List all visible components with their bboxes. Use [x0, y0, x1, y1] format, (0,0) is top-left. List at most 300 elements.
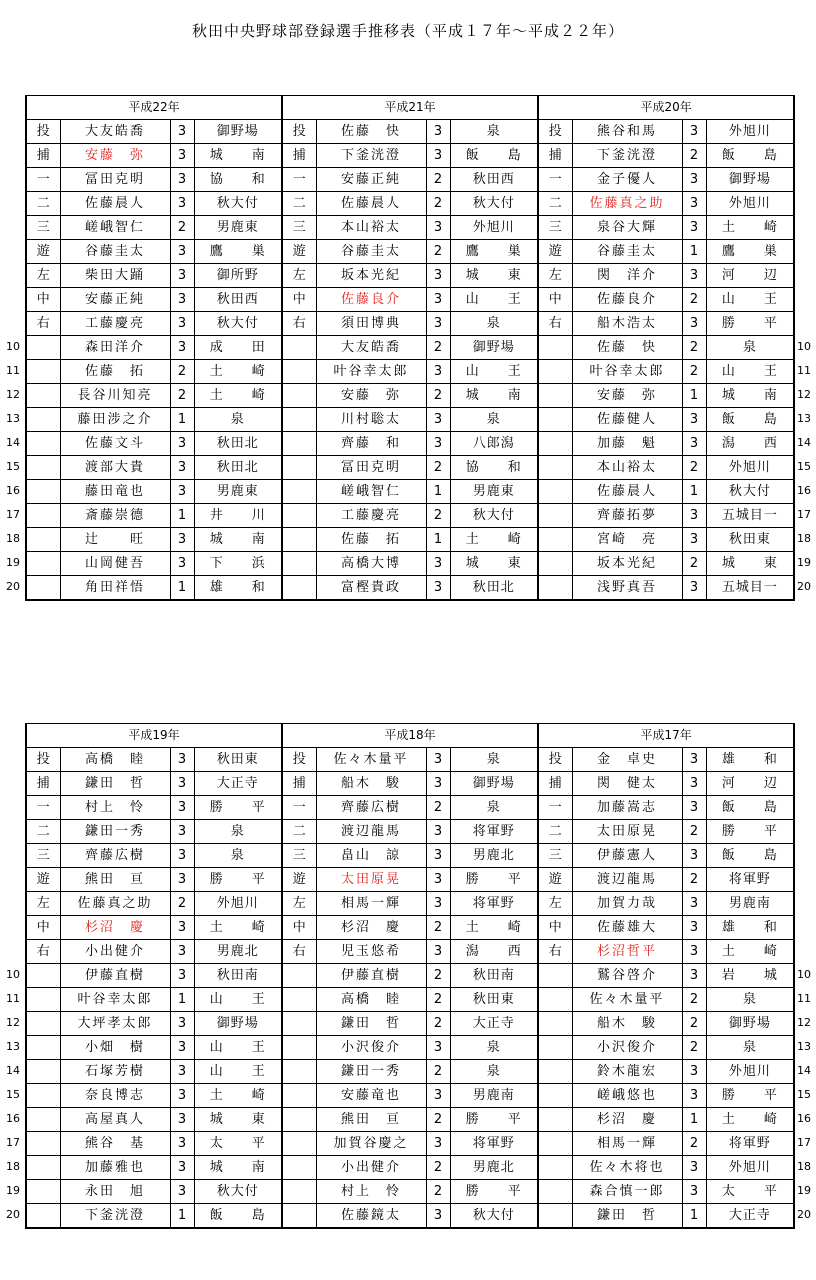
school-cell: 男鹿北 [450, 844, 538, 868]
player-name-cell: 大坪孝太郎 [60, 1012, 170, 1036]
row-number: 13 [6, 1040, 20, 1053]
school-cell: 潟 西 [706, 432, 794, 456]
player-name-cell: 小出健介 [60, 940, 170, 964]
grade-cell: 3 [426, 408, 450, 432]
school-cell: 鷹 巣 [450, 240, 538, 264]
position-cell [282, 336, 316, 360]
position-cell [282, 504, 316, 528]
grade-cell: 3 [682, 264, 706, 288]
player-name-cell: 鎌田一秀 [60, 820, 170, 844]
year-header: 平成17年 [538, 724, 794, 748]
school-cell: 城 南 [706, 384, 794, 408]
player-name-cell: 佐藤文斗 [60, 432, 170, 456]
school-cell: 外旭川 [706, 120, 794, 144]
player-name-cell: 浅野真吾 [572, 576, 682, 601]
player-name-cell: 加賀力哉 [572, 892, 682, 916]
school-cell: 勝 平 [706, 1084, 794, 1108]
position-cell: 二 [26, 192, 60, 216]
player-name-cell: 佐藤晨人 [572, 480, 682, 504]
position-cell: 右 [26, 312, 60, 336]
school-cell: 秋大付 [194, 312, 282, 336]
school-cell: 飯 島 [450, 144, 538, 168]
school-cell: 雄 和 [194, 576, 282, 601]
table-row [26, 312, 794, 336]
position-cell: 左 [26, 264, 60, 288]
player-name-cell: 船木 駿 [316, 772, 426, 796]
grade-cell: 2 [426, 192, 450, 216]
row-number: 17 [797, 1136, 811, 1149]
grade-cell: 3 [682, 528, 706, 552]
grade-cell: 3 [170, 288, 194, 312]
player-name-cell: 佐々木量平 [316, 748, 426, 772]
grade-cell: 1 [426, 528, 450, 552]
school-cell: 勝 平 [450, 1108, 538, 1132]
position-cell [26, 1156, 60, 1180]
grade-cell: 3 [426, 1132, 450, 1156]
position-cell [538, 1084, 572, 1108]
position-cell [26, 456, 60, 480]
position-cell [282, 1060, 316, 1084]
roster-table-2007-2005 [25, 723, 795, 1229]
row-number: 11 [6, 992, 20, 1005]
player-name-cell: 佐々木量平 [572, 988, 682, 1012]
grade-cell: 1 [682, 240, 706, 264]
position-cell: 捕 [26, 144, 60, 168]
position-cell [26, 360, 60, 384]
school-cell: 土 崎 [706, 1108, 794, 1132]
school-cell: 御野場 [194, 1012, 282, 1036]
grade-cell: 1 [170, 988, 194, 1012]
player-name-cell: 村上 怜 [316, 1180, 426, 1204]
row-number: 11 [6, 364, 20, 377]
player-name-cell: 佐藤真之助 [572, 192, 682, 216]
table-row [26, 1060, 794, 1084]
row-number: 15 [797, 460, 811, 473]
player-name-cell: 杉沼 慶 [316, 916, 426, 940]
school-cell: 外旭川 [706, 1156, 794, 1180]
row-number: 12 [797, 1016, 811, 1029]
player-name-cell: 本山裕太 [316, 216, 426, 240]
grade-cell: 3 [170, 312, 194, 336]
grade-cell: 3 [682, 1084, 706, 1108]
player-name-cell: 鷲谷啓介 [572, 964, 682, 988]
grade-cell: 3 [170, 772, 194, 796]
school-cell: 城 東 [450, 264, 538, 288]
player-name-cell: 渡部大貴 [60, 456, 170, 480]
school-cell: 秋田南 [450, 964, 538, 988]
row-number: 20 [6, 580, 20, 593]
school-cell: 秋田南 [194, 964, 282, 988]
grade-cell: 3 [170, 480, 194, 504]
school-cell: 秋田西 [194, 288, 282, 312]
grade-cell: 2 [682, 144, 706, 168]
grade-cell: 3 [426, 1084, 450, 1108]
position-cell [538, 1036, 572, 1060]
player-name-cell: 佐藤晨人 [316, 192, 426, 216]
table-row [26, 288, 794, 312]
player-name-cell: 小出健介 [316, 1156, 426, 1180]
school-cell: 城 東 [450, 552, 538, 576]
position-cell [538, 1060, 572, 1084]
row-number: 15 [6, 460, 20, 473]
player-name-cell: 安藤正純 [316, 168, 426, 192]
table-row [26, 384, 794, 408]
position-cell [538, 456, 572, 480]
player-name-cell: 杉沼哲平 [572, 940, 682, 964]
grade-cell: 3 [170, 748, 194, 772]
grade-cell: 1 [426, 480, 450, 504]
player-name-cell: 下釜洸澄 [60, 1204, 170, 1229]
grade-cell: 2 [682, 1036, 706, 1060]
player-name-cell: 安藤正純 [60, 288, 170, 312]
year-header: 平成22年 [26, 96, 282, 120]
row-number: 10 [6, 968, 20, 981]
row-number: 20 [797, 1208, 811, 1221]
table-row [26, 168, 794, 192]
grade-cell: 3 [426, 940, 450, 964]
position-cell [282, 576, 316, 601]
player-name-cell: 太田原晃 [316, 868, 426, 892]
table-row [26, 456, 794, 480]
row-number: 11 [797, 992, 811, 1005]
school-cell: 太 平 [194, 1132, 282, 1156]
position-cell: 投 [538, 748, 572, 772]
position-cell [282, 1180, 316, 1204]
player-name-cell: 富樫貴政 [316, 576, 426, 601]
school-cell: 秋大付 [194, 1180, 282, 1204]
position-cell [538, 384, 572, 408]
player-name-cell: 小沢俊介 [316, 1036, 426, 1060]
grade-cell: 3 [170, 336, 194, 360]
school-cell: 土 崎 [706, 216, 794, 240]
position-cell [26, 384, 60, 408]
school-cell: 山 王 [450, 360, 538, 384]
school-cell: 泉 [194, 844, 282, 868]
school-cell: 秋田東 [450, 988, 538, 1012]
player-name-cell: 鎌田 哲 [60, 772, 170, 796]
table-row [26, 1132, 794, 1156]
player-name-cell: 長谷川知亮 [60, 384, 170, 408]
grade-cell: 2 [426, 504, 450, 528]
row-number: 17 [6, 1136, 20, 1149]
school-cell: 男鹿東 [194, 216, 282, 240]
position-cell: 遊 [538, 868, 572, 892]
player-name-cell: 石塚芳樹 [60, 1060, 170, 1084]
position-cell: 左 [26, 892, 60, 916]
school-cell: 八郎潟 [450, 432, 538, 456]
grade-cell: 3 [426, 1204, 450, 1229]
school-cell: 成 田 [194, 336, 282, 360]
row-number: 15 [797, 1088, 811, 1101]
table-row [26, 820, 794, 844]
position-cell: 捕 [26, 772, 60, 796]
grade-cell: 3 [170, 1180, 194, 1204]
school-cell: 土 崎 [194, 360, 282, 384]
grade-cell: 3 [682, 892, 706, 916]
position-cell [26, 1108, 60, 1132]
position-cell [26, 1180, 60, 1204]
school-cell: 泉 [450, 796, 538, 820]
position-cell [538, 1204, 572, 1229]
player-name-cell: 角田祥悟 [60, 576, 170, 601]
position-cell: 遊 [282, 868, 316, 892]
table-row [26, 916, 794, 940]
grade-cell: 1 [682, 1204, 706, 1229]
player-name-cell: 小畑 樹 [60, 1036, 170, 1060]
school-cell: 鷹 巣 [194, 240, 282, 264]
grade-cell: 3 [426, 868, 450, 892]
row-number: 16 [797, 1112, 811, 1125]
grade-cell: 2 [170, 360, 194, 384]
school-cell: 将軍野 [706, 1132, 794, 1156]
grade-cell: 3 [426, 360, 450, 384]
player-name-cell: 佐藤晨人 [60, 192, 170, 216]
school-cell: 泉 [194, 408, 282, 432]
school-cell: 外旭川 [706, 192, 794, 216]
school-cell: 将軍野 [706, 868, 794, 892]
row-number: 14 [797, 1064, 811, 1077]
position-cell [538, 360, 572, 384]
position-cell [26, 528, 60, 552]
grade-cell: 3 [170, 1108, 194, 1132]
school-cell: 外旭川 [194, 892, 282, 916]
grade-cell: 3 [426, 144, 450, 168]
position-cell [282, 480, 316, 504]
school-cell: 飯 島 [706, 144, 794, 168]
player-name-cell: 下釜洸澄 [316, 144, 426, 168]
grade-cell: 2 [426, 1156, 450, 1180]
position-cell [538, 576, 572, 601]
school-cell: 城 南 [194, 144, 282, 168]
position-cell: 三 [282, 844, 316, 868]
school-cell: 将軍野 [450, 1132, 538, 1156]
year-header: 平成20年 [538, 96, 794, 120]
grade-cell: 2 [426, 336, 450, 360]
grade-cell: 2 [170, 216, 194, 240]
school-cell: 男鹿北 [450, 1156, 538, 1180]
player-name-cell: 鎌田 哲 [572, 1204, 682, 1229]
position-cell [282, 528, 316, 552]
school-cell: 泉 [706, 1036, 794, 1060]
player-name-cell: 泉谷大輝 [572, 216, 682, 240]
grade-cell: 3 [682, 432, 706, 456]
position-cell [538, 964, 572, 988]
player-name-cell: 齊藤 和 [316, 432, 426, 456]
player-name-cell: 谷藤圭太 [572, 240, 682, 264]
position-cell: 左 [282, 892, 316, 916]
grade-cell: 3 [170, 844, 194, 868]
row-number: 20 [797, 580, 811, 593]
table-row [26, 796, 794, 820]
grade-cell: 2 [682, 336, 706, 360]
position-cell [538, 1012, 572, 1036]
school-cell: 泉 [450, 120, 538, 144]
position-cell: 中 [538, 288, 572, 312]
grade-cell: 3 [682, 192, 706, 216]
player-name-cell: 佐藤健人 [572, 408, 682, 432]
position-cell [282, 1012, 316, 1036]
school-cell: 秋田北 [450, 576, 538, 601]
player-name-cell: 高屋真人 [60, 1108, 170, 1132]
grade-cell: 3 [682, 1180, 706, 1204]
grade-cell: 3 [170, 1084, 194, 1108]
grade-cell: 2 [426, 916, 450, 940]
player-name-cell: 坂本光紀 [572, 552, 682, 576]
player-name-cell: 熊田 亘 [316, 1108, 426, 1132]
player-name-cell: 高橋 睦 [60, 748, 170, 772]
position-cell: 二 [282, 192, 316, 216]
school-cell: 飯 島 [706, 796, 794, 820]
table-row [26, 264, 794, 288]
grade-cell: 3 [426, 772, 450, 796]
player-name-cell: 伊藤憲人 [572, 844, 682, 868]
school-cell: 御野場 [194, 120, 282, 144]
position-cell: 一 [538, 168, 572, 192]
school-cell: 勝 平 [194, 796, 282, 820]
grade-cell: 3 [170, 192, 194, 216]
table-row [26, 480, 794, 504]
row-number: 19 [797, 556, 811, 569]
position-cell [538, 1108, 572, 1132]
player-name-cell: 高橋大博 [316, 552, 426, 576]
player-name-cell: 佐藤 拓 [316, 528, 426, 552]
grade-cell: 1 [170, 504, 194, 528]
position-cell: 一 [538, 796, 572, 820]
position-cell [282, 988, 316, 1012]
player-name-cell: 相馬一輝 [316, 892, 426, 916]
grade-cell: 3 [426, 820, 450, 844]
grade-cell: 3 [170, 820, 194, 844]
position-cell [26, 552, 60, 576]
row-number: 12 [6, 1016, 20, 1029]
player-name-cell: 齊藤広樹 [316, 796, 426, 820]
grade-cell: 3 [426, 844, 450, 868]
grade-cell: 3 [170, 432, 194, 456]
player-name-cell: 加藤嵩志 [572, 796, 682, 820]
school-cell: 秋大付 [450, 1204, 538, 1229]
row-number: 16 [6, 484, 20, 497]
school-cell: 将軍野 [450, 820, 538, 844]
row-number: 16 [6, 1112, 20, 1125]
position-cell [26, 408, 60, 432]
year-header: 平成19年 [26, 724, 282, 748]
player-name-cell: 安藤竜也 [316, 1084, 426, 1108]
player-name-cell: 嵯峨悠也 [572, 1084, 682, 1108]
row-number: 19 [6, 1184, 20, 1197]
grade-cell: 1 [170, 1204, 194, 1229]
position-cell: 一 [282, 168, 316, 192]
grade-cell: 3 [426, 120, 450, 144]
grade-cell: 3 [682, 120, 706, 144]
grade-cell: 3 [426, 216, 450, 240]
school-cell: 協 和 [194, 168, 282, 192]
school-cell: 土 崎 [450, 528, 538, 552]
school-cell: 泉 [194, 820, 282, 844]
grade-cell: 3 [682, 576, 706, 601]
player-name-cell: 工藤慶亮 [316, 504, 426, 528]
position-cell [538, 552, 572, 576]
grade-cell: 3 [426, 264, 450, 288]
grade-cell: 2 [682, 1012, 706, 1036]
row-number: 19 [6, 556, 20, 569]
position-cell: 三 [538, 216, 572, 240]
grade-cell: 2 [426, 1012, 450, 1036]
player-name-cell: 佐藤真之助 [60, 892, 170, 916]
player-name-cell: 須田博典 [316, 312, 426, 336]
school-cell: 河 辺 [706, 772, 794, 796]
position-cell [26, 504, 60, 528]
grade-cell: 1 [170, 408, 194, 432]
roster-table-2010-2008 [25, 95, 795, 601]
position-cell [26, 988, 60, 1012]
table-row [26, 576, 794, 601]
school-cell: 五城目一 [706, 504, 794, 528]
position-cell [26, 432, 60, 456]
player-name-cell: 宮崎 亮 [572, 528, 682, 552]
school-cell: 五城目一 [706, 576, 794, 601]
page-title: 秋田中央野球部登録選手推移表（平成１７年〜平成２２年） [191, 22, 624, 40]
school-cell: 外旭川 [450, 216, 538, 240]
position-cell [26, 1012, 60, 1036]
player-name-cell: 本山裕太 [572, 456, 682, 480]
player-name-cell: 嵯峨智仁 [316, 480, 426, 504]
player-name-cell: 加藤 魁 [572, 432, 682, 456]
row-number: 18 [797, 1160, 811, 1173]
position-cell: 中 [282, 916, 316, 940]
table-row [26, 844, 794, 868]
player-name-cell: 佐藤鏡太 [316, 1204, 426, 1229]
player-name-cell: 杉沼 慶 [60, 916, 170, 940]
row-number: 18 [797, 532, 811, 545]
position-cell: 捕 [538, 144, 572, 168]
grade-cell: 3 [682, 312, 706, 336]
player-name-cell: 相馬一輝 [572, 1132, 682, 1156]
player-name-cell: 関 洋介 [572, 264, 682, 288]
player-name-cell: 熊谷和馬 [572, 120, 682, 144]
position-cell [538, 480, 572, 504]
school-cell: 大正寺 [194, 772, 282, 796]
player-name-cell: 冨田克明 [316, 456, 426, 480]
row-number: 18 [6, 1160, 20, 1173]
position-cell: 二 [538, 820, 572, 844]
player-name-cell: 佐藤 快 [316, 120, 426, 144]
table-row [26, 988, 794, 1012]
position-cell: 右 [26, 940, 60, 964]
grade-cell: 2 [682, 288, 706, 312]
player-name-cell: 辻 旺 [60, 528, 170, 552]
school-cell: 河 辺 [706, 264, 794, 288]
position-cell [282, 1132, 316, 1156]
position-cell: 遊 [538, 240, 572, 264]
position-cell: 投 [26, 748, 60, 772]
player-name-cell: 伊藤直樹 [60, 964, 170, 988]
player-name-cell: 叶谷幸太郎 [60, 988, 170, 1012]
position-cell [282, 408, 316, 432]
player-name-cell: 船木浩太 [572, 312, 682, 336]
table-row [26, 892, 794, 916]
grade-cell: 3 [682, 408, 706, 432]
player-name-cell: 船木 駿 [572, 1012, 682, 1036]
grade-cell: 2 [426, 1060, 450, 1084]
year-header: 平成21年 [282, 96, 538, 120]
school-cell: 雄 和 [706, 748, 794, 772]
table-row [26, 552, 794, 576]
table-row [26, 408, 794, 432]
position-cell: 左 [538, 264, 572, 288]
player-name-cell: 叶谷幸太郎 [316, 360, 426, 384]
row-number: 12 [797, 388, 811, 401]
player-name-cell: 下釜洸澄 [572, 144, 682, 168]
